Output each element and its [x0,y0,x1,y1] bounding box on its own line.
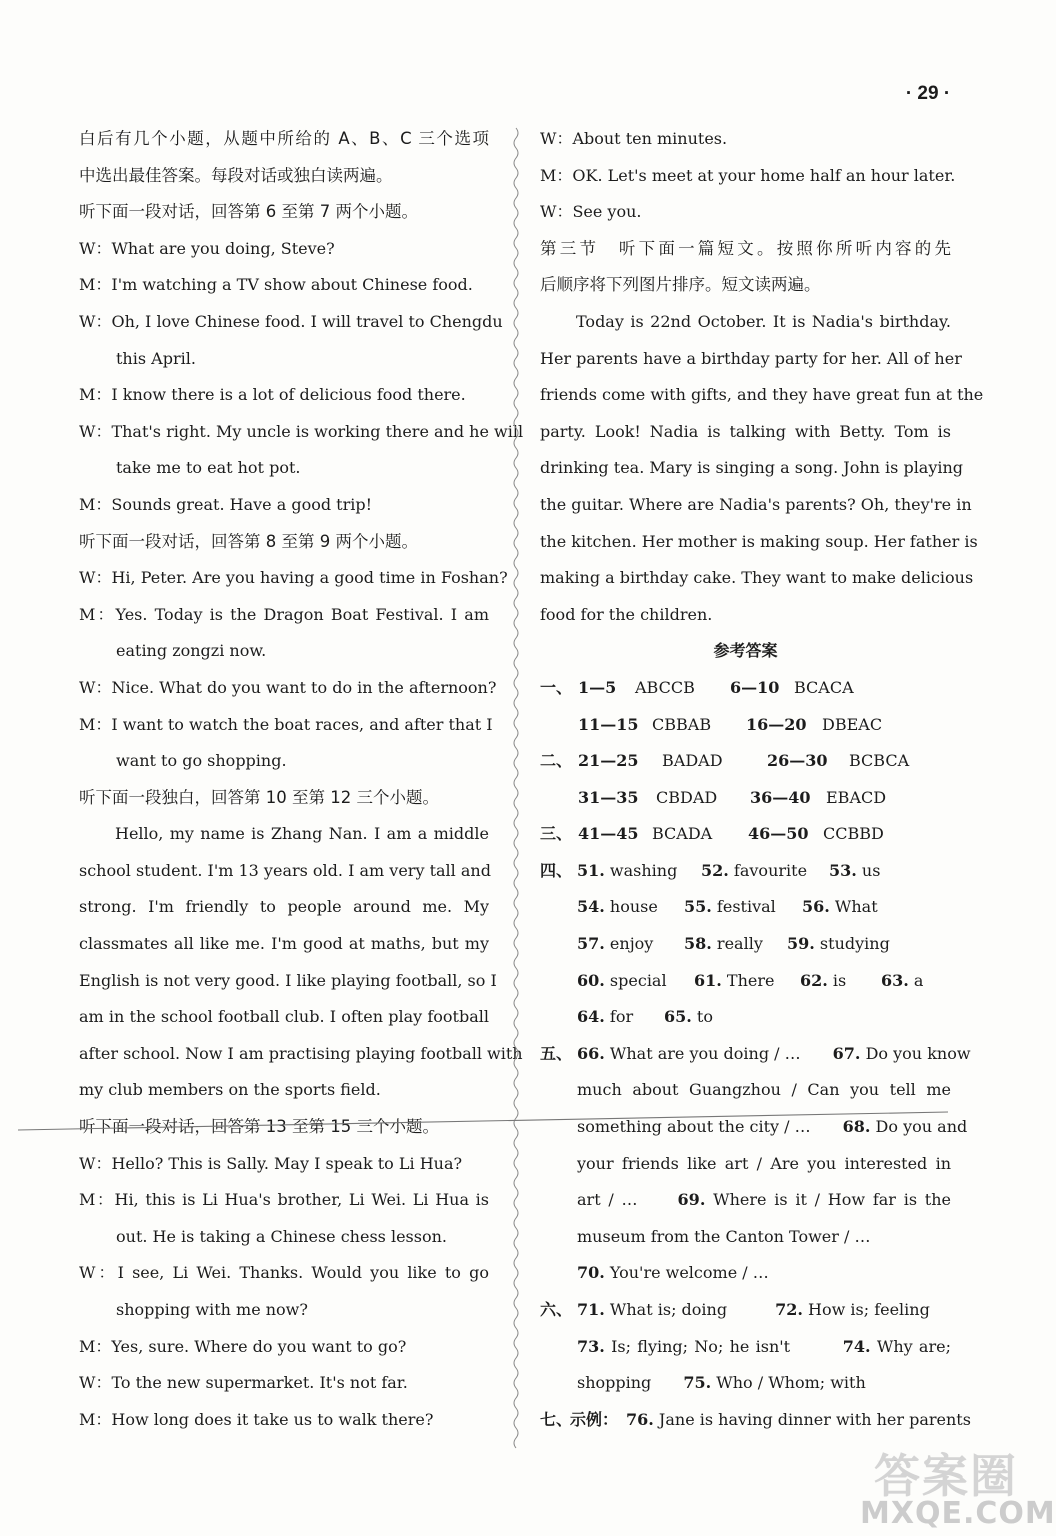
question-range: 21—25 [578,751,639,771]
right-text-line: the kitchen. Her mother is making soup. Her father is [540,531,978,551]
answer-row-2 [540,743,951,780]
example-label: 示例： [570,1409,619,1429]
left-text-line: after school. Now I am practising playing football with [79,1043,523,1063]
question-range: 6—10 [730,677,780,697]
left-text-line: M：Yes. Today is the Dragon Boat Festival. I am [79,604,489,624]
answer-line: 73. Is; flying; No; he isn't 74. Why are; [577,1336,951,1356]
right-text-line: M：OK. Let's meet at your home half an hour later. [540,165,956,185]
right-text-line: 第三节 听下面一篇短文。按照你所听内容的先 [540,238,951,258]
left-text-line: M：I want to watch the boat races, and after that I [79,714,493,734]
answer-row-4 [540,926,951,963]
watermark-cn: 答案圈 [874,1449,1018,1503]
left-text-line: want to go shopping. [116,751,287,771]
question-range: 16—20 [746,714,807,734]
section-label: 三、 [540,824,573,844]
fill-answer: 64. for [577,1007,634,1027]
fill-answer: 62. is [800,970,847,990]
answer-letters: CBBAB [652,714,712,734]
left-text-line: Hello, my name is Zhang Nan. I am a middle [115,824,489,844]
question-range: 26—30 [767,751,828,771]
fill-answer: 65. to [664,1007,713,1027]
left-text-line: shopping with me now? [116,1300,308,1319]
right-text-line: party. Look! Nadia is talking with Betty. Tom is [540,421,951,441]
question-range: 31—35 [578,787,639,807]
right-column [540,121,984,1438]
left-text-line: school student. I'm 13 years old. I am very tall and [79,860,491,880]
section-label: 五、 [540,1043,573,1063]
fill-answer: 55. festival [684,897,776,917]
right-text-line: the guitar. Where are Nadia's parents? Oh, they're in [540,494,972,514]
fill-answer: 54. house [577,897,658,917]
right-text-line: food for the children. [540,604,713,624]
fill-answer: 58. really [684,934,763,954]
question-range: 41—45 [578,824,639,844]
question-range: 36—40 [750,787,811,807]
answer-line: your friends like art / Are you interested in [577,1153,951,1173]
left-text-line: M：How long does it take us to walk there? [79,1409,434,1429]
left-column [79,121,524,1438]
answer-line: something about the city / … 68. Do you and [577,1117,968,1137]
left-text-line: W：What are you doing, Steve? [79,238,335,258]
answer-row-3 [540,816,951,853]
left-text-line: 听下面一段对话，回答第 6 至第 7 两个小题。 [79,202,418,222]
answer-section-4 [540,853,951,1036]
section-label: 七、 [540,1409,573,1429]
left-text-line: my club members on the sports field. [79,1080,381,1100]
answer-line: 五、 66. What are you doing / … 67. Do you know [540,1036,951,1073]
fill-answer: 57. enjoy [577,934,654,954]
left-text-line: this April. [116,348,196,368]
answer-row-2b [540,780,951,817]
left-text-line: W：Oh, I love Chinese food. I will travel to Chengdu [79,311,503,331]
right-text-line: W：About ten minutes. [540,129,728,148]
left-text-line: W：Nice. What do you want to do in the afternoon? [79,677,497,697]
answer-row-4 [540,963,951,1000]
left-text-line: W：Hi, Peter. Are you having a good time in Foshan? [79,568,508,588]
fill-answer: 59. studying [787,934,890,954]
fill-answer: 52. favourite [701,860,808,880]
left-text-line: 中选出最佳答案。每段对话或独白读两遍。 [79,165,393,185]
answer-line: art / … 69. Where is it / How far is the [577,1190,951,1210]
left-text-line: 白后有几个小题，从题中所给的 A、B、C 三个选项 [79,129,489,148]
answer-letters: BADAD [662,751,723,771]
answer-row-4 [540,889,951,926]
watermark [860,1440,1056,1532]
fill-answer: 56. What [802,897,878,917]
section-label: 四、 [540,860,573,880]
answer-letters: ABCCB [635,677,695,697]
answer-line: museum from the Canton Tower / … [577,1226,871,1246]
question-range: 1—5 [578,677,617,697]
answer-section-7 [540,1402,971,1439]
answer-letters: BCADA [652,824,713,844]
left-text-line: out. He is taking a Chinese chess lesson. [116,1226,447,1246]
answer-row-1b [540,707,951,744]
answer-section-6 [540,1292,951,1402]
answer-section-5 [540,1036,971,1292]
left-text-line: classmates all like me. I'm good at maths, but my [79,934,489,954]
answer-line: much about Guangzhou / Can you tell me [577,1080,951,1100]
answer-row-4 [540,853,951,890]
left-text-line: take me to eat hot pot. [116,458,301,478]
answer-line: 70. You're welcome / … [577,1263,769,1283]
left-text-line: W：To the new supermarket. It's not far. [79,1373,408,1393]
answer-letters: CCBBD [823,824,884,844]
left-text-line: 听下面一段独白，回答第 10 至第 12 三个小题。 [79,787,439,807]
question-range: 46—50 [748,824,809,844]
fill-answer: 60. special [577,970,667,990]
fill-answer: 63. a [881,970,924,990]
left-text-line: 听下面一段对话，回答第 13 至第 15 三个小题。 [79,1117,439,1137]
answer-letters: DBEAC [822,714,883,734]
left-text-line: W：That's right. My uncle is working there and he will [79,421,524,441]
answer-line: shopping 75. Who / Whom; with [577,1373,866,1393]
fill-answer: 53. us [829,860,881,880]
right-text-line: W：See you. [540,202,642,222]
answer-letters: CBDAD [656,787,718,807]
fill-answer: 51. washing [577,860,678,880]
left-text-line: am in the school football club. I often play football [79,1007,489,1027]
section-label: 一、 [540,677,573,697]
left-text-line: M：Hi, this is Li Hua's brother, Li Wei. Li Hua is [79,1190,489,1210]
answer-row-4 [540,999,951,1036]
answer-letters: BCACA [794,677,854,697]
left-text-line: M：Yes, sure. Where do you want to go? [79,1336,407,1356]
answer-text: 76. Jane is having dinner with her parents [626,1409,971,1429]
right-text-line: friends come with gifts, and they have great fun at the [540,385,984,405]
answer-letters: BCBCA [849,751,910,771]
answer-letters: EBACD [826,787,887,807]
fill-answer: 61. There [694,970,775,990]
left-text-line: M：I'm watching a TV show about Chinese food. [79,275,473,295]
right-text-line: making a birthday cake. They want to make delicious [540,568,974,588]
right-text-line: Today is 22nd October. It is Nadia's birthday. [576,311,951,331]
page-number: · 29 · [905,83,951,104]
left-text-line: English is not very good. I like playing football, so I [79,970,497,990]
question-range: 11—15 [578,714,639,734]
left-text-line: 听下面一段对话，回答第 8 至第 9 两个小题。 [79,531,418,551]
left-text-line: W：I see, Li Wei. Thanks. Would you like to go [79,1263,489,1283]
column-divider [511,128,521,1438]
answer-line: 六、 71. What is; doing 72. How is; feeling [540,1292,951,1329]
left-text-line: M：I know there is a lot of delicious food there. [79,385,466,405]
watermark-en: MXQE.COM [860,1496,1056,1531]
section-label: 六、 [540,1300,573,1319]
left-text-line: eating zongzi now. [116,641,267,661]
right-text-line: Her parents have a birthday party for her. All of her [540,348,962,368]
answer-heading: 参考答案 [713,641,778,661]
answer-row-1 [540,670,951,707]
right-text-line: drinking tea. Mary is singing a song. John is playing [540,458,964,478]
left-text-line: strong. I'm friendly to people around me. My [79,897,489,917]
left-text-line: M：Sounds great. Have a good trip! [79,494,373,514]
listening-passage [540,121,984,633]
section-label: 二、 [540,751,573,771]
right-text-line: 后顺序将下列图片排序。短文读两遍。 [540,275,821,295]
left-text-line: W：Hello? This is Sally. May I speak to Li Hua? [79,1153,463,1173]
